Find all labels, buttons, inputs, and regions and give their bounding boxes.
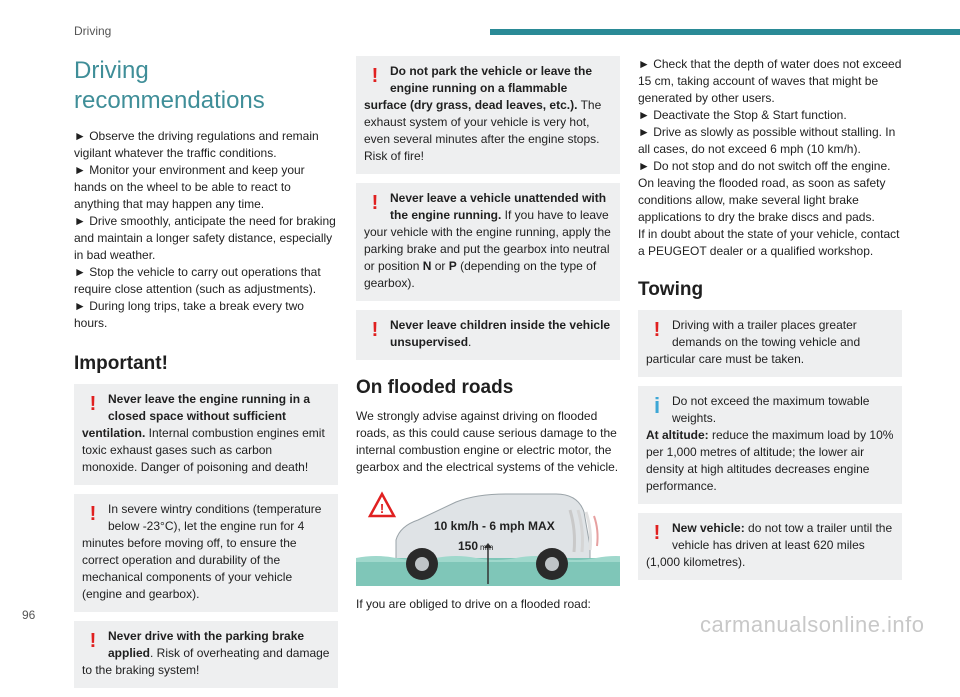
warning-text: Driving with a trailer places greater demands on the towing vehicle and particular care must be taken. (646, 318, 861, 366)
bullet-item: ► Stop the vehicle to carry out operations that require close attention (such as adjustments). (74, 265, 321, 296)
info-icon: i (653, 393, 661, 418)
flood-step: ► Do not stop and do not switch off the engine. (638, 159, 891, 173)
flooded-outro: If you are obliged to drive on a flooded road: (356, 597, 591, 611)
flood-step: ► Deactivate the Stop & Start function. (638, 108, 847, 122)
warning-box-children (356, 310, 620, 360)
flooded-intro: We strongly advise against driving on flooded roads, as this could cause serious damage to the internal combustion engine or electric motor, the gearbox and the electrical systems of the vehicle. (356, 409, 619, 474)
info-text: reduce the maximum load by 10% per 1,000 metres of altitude; the lower air density at high altitudes decreases engine performance. (646, 428, 894, 493)
warning-text: The exhaust system of your vehicle is very hot, even several minutes after the engine stops. Risk of fire! (364, 98, 602, 163)
section-label: Driving (74, 24, 112, 38)
info-box-towable-weights (638, 386, 902, 504)
info-bold-text: At altitude: (646, 428, 709, 442)
warning-text: If you have to leave your vehicle with the engine running, apply the parking brake and put the gearbox into neutral or position (364, 208, 611, 273)
warning-icon: ! (89, 393, 97, 415)
warning-box-unattended (356, 183, 620, 301)
warning-box-parking-brake (74, 621, 338, 688)
towing-heading: Towing (638, 279, 704, 300)
important-heading: Important! (74, 353, 168, 374)
page-title: Driving recommendations (74, 57, 265, 114)
warning-text: do not tow a trailer until the vehicle has driven at least 620 miles (1,000 kilometres). (646, 521, 893, 569)
bullet-item: ► Drive smoothly, anticipate the need for braking and maintain a longer safety distance, especially in bad weather. (74, 214, 336, 262)
flooded-road-illustration (356, 490, 620, 586)
speed-limit-label: 10 km/h - 6 mph MAX (434, 519, 555, 533)
warning-icon: ! (653, 522, 661, 544)
warning-box-ventilation (74, 384, 338, 485)
warning-text: Internal combustion engines emit toxic exhaust gases such as carbon monoxide. Danger of poisoning and death! (82, 426, 325, 474)
warning-icon: ! (371, 65, 379, 87)
warning-text: . Risk of overheating and damage to the braking system! (82, 646, 330, 677)
flooded-roads-heading: On flooded roads (356, 377, 514, 398)
flood-step: ► Drive as slowly as possible without stalling. In all cases, do not exceed 6 mph (10 km/h). (638, 125, 896, 156)
warning-text: or (431, 259, 449, 273)
car-in-water-graphic (356, 490, 620, 586)
warning-box-flammable (356, 56, 620, 174)
info-text: Do not exceed the maximum towable weights. (672, 394, 870, 425)
warning-box-trailer (638, 310, 902, 377)
warning-box-new-vehicle (638, 513, 902, 580)
depth-label: 150 (457, 539, 478, 553)
gear-position-p: P (448, 259, 457, 273)
column-2 (356, 56, 620, 613)
warning-text: . (468, 335, 472, 349)
warning-bold-text: Never leave the engine running in a closed space without sufficient ventilation. (82, 392, 311, 440)
flood-step: ► Check that the depth of water does not exceed 15 cm, taking account of waves that might be generated by other users. (638, 57, 902, 105)
bullet-item: ► Monitor your environment and keep your hands on the wheel to be able to react to anything that may happen any time. (74, 163, 305, 211)
warning-icon: ! (371, 192, 379, 214)
warning-bold-text: Never leave children inside the vehicle unsupervised (390, 318, 611, 349)
warning-icon: ! (89, 503, 97, 525)
watermark: carmanualsonline.info (700, 612, 925, 637)
warning-bold-text: Never drive with the parking brake applied (108, 629, 305, 660)
bullet-item: ► During long trips, take a break every two hours. (74, 299, 304, 330)
warning-icon: ! (371, 319, 379, 341)
svg-text:!: ! (379, 501, 385, 516)
header-accent-bar (490, 29, 960, 35)
warning-icon: ! (89, 630, 97, 652)
warning-icon: ! (653, 319, 661, 341)
column-3 (638, 56, 902, 589)
warning-bold-text: Do not park the vehicle or leave the engine running on a flammable surface (dry grass, dead leaves, etc.). (364, 64, 593, 112)
warning-bold-text: New vehicle: (672, 521, 745, 535)
flood-doubt: If in doubt about the state of your vehicle, contact a PEUGEOT dealer or a qualified workshop. (638, 227, 900, 258)
column-1 (74, 56, 338, 697)
warning-bold-text: Never leave a vehicle unattended with the engine running. (390, 191, 607, 222)
warning-text: In severe wintry conditions (temperature below -23°C), let the engine run for 4 minutes before moving off, to ensure the correct operation and durability of the mechanical components of your vehicle (engine and gearbox). (82, 502, 322, 601)
depth-unit-label: mm (480, 543, 494, 552)
flood-after: On leaving the flooded road, as soon as safety conditions allow, make several light brake applications to dry the brake discs and pads. (638, 176, 886, 224)
gear-position-n: N (422, 259, 432, 273)
page-number: 96 (22, 608, 36, 622)
warning-text: (depending on the type of gearbox). (364, 259, 597, 290)
bullet-item: ► Observe the driving regulations and remain vigilant whatever the traffic conditions. (74, 129, 319, 160)
warning-box-winter (74, 494, 338, 612)
